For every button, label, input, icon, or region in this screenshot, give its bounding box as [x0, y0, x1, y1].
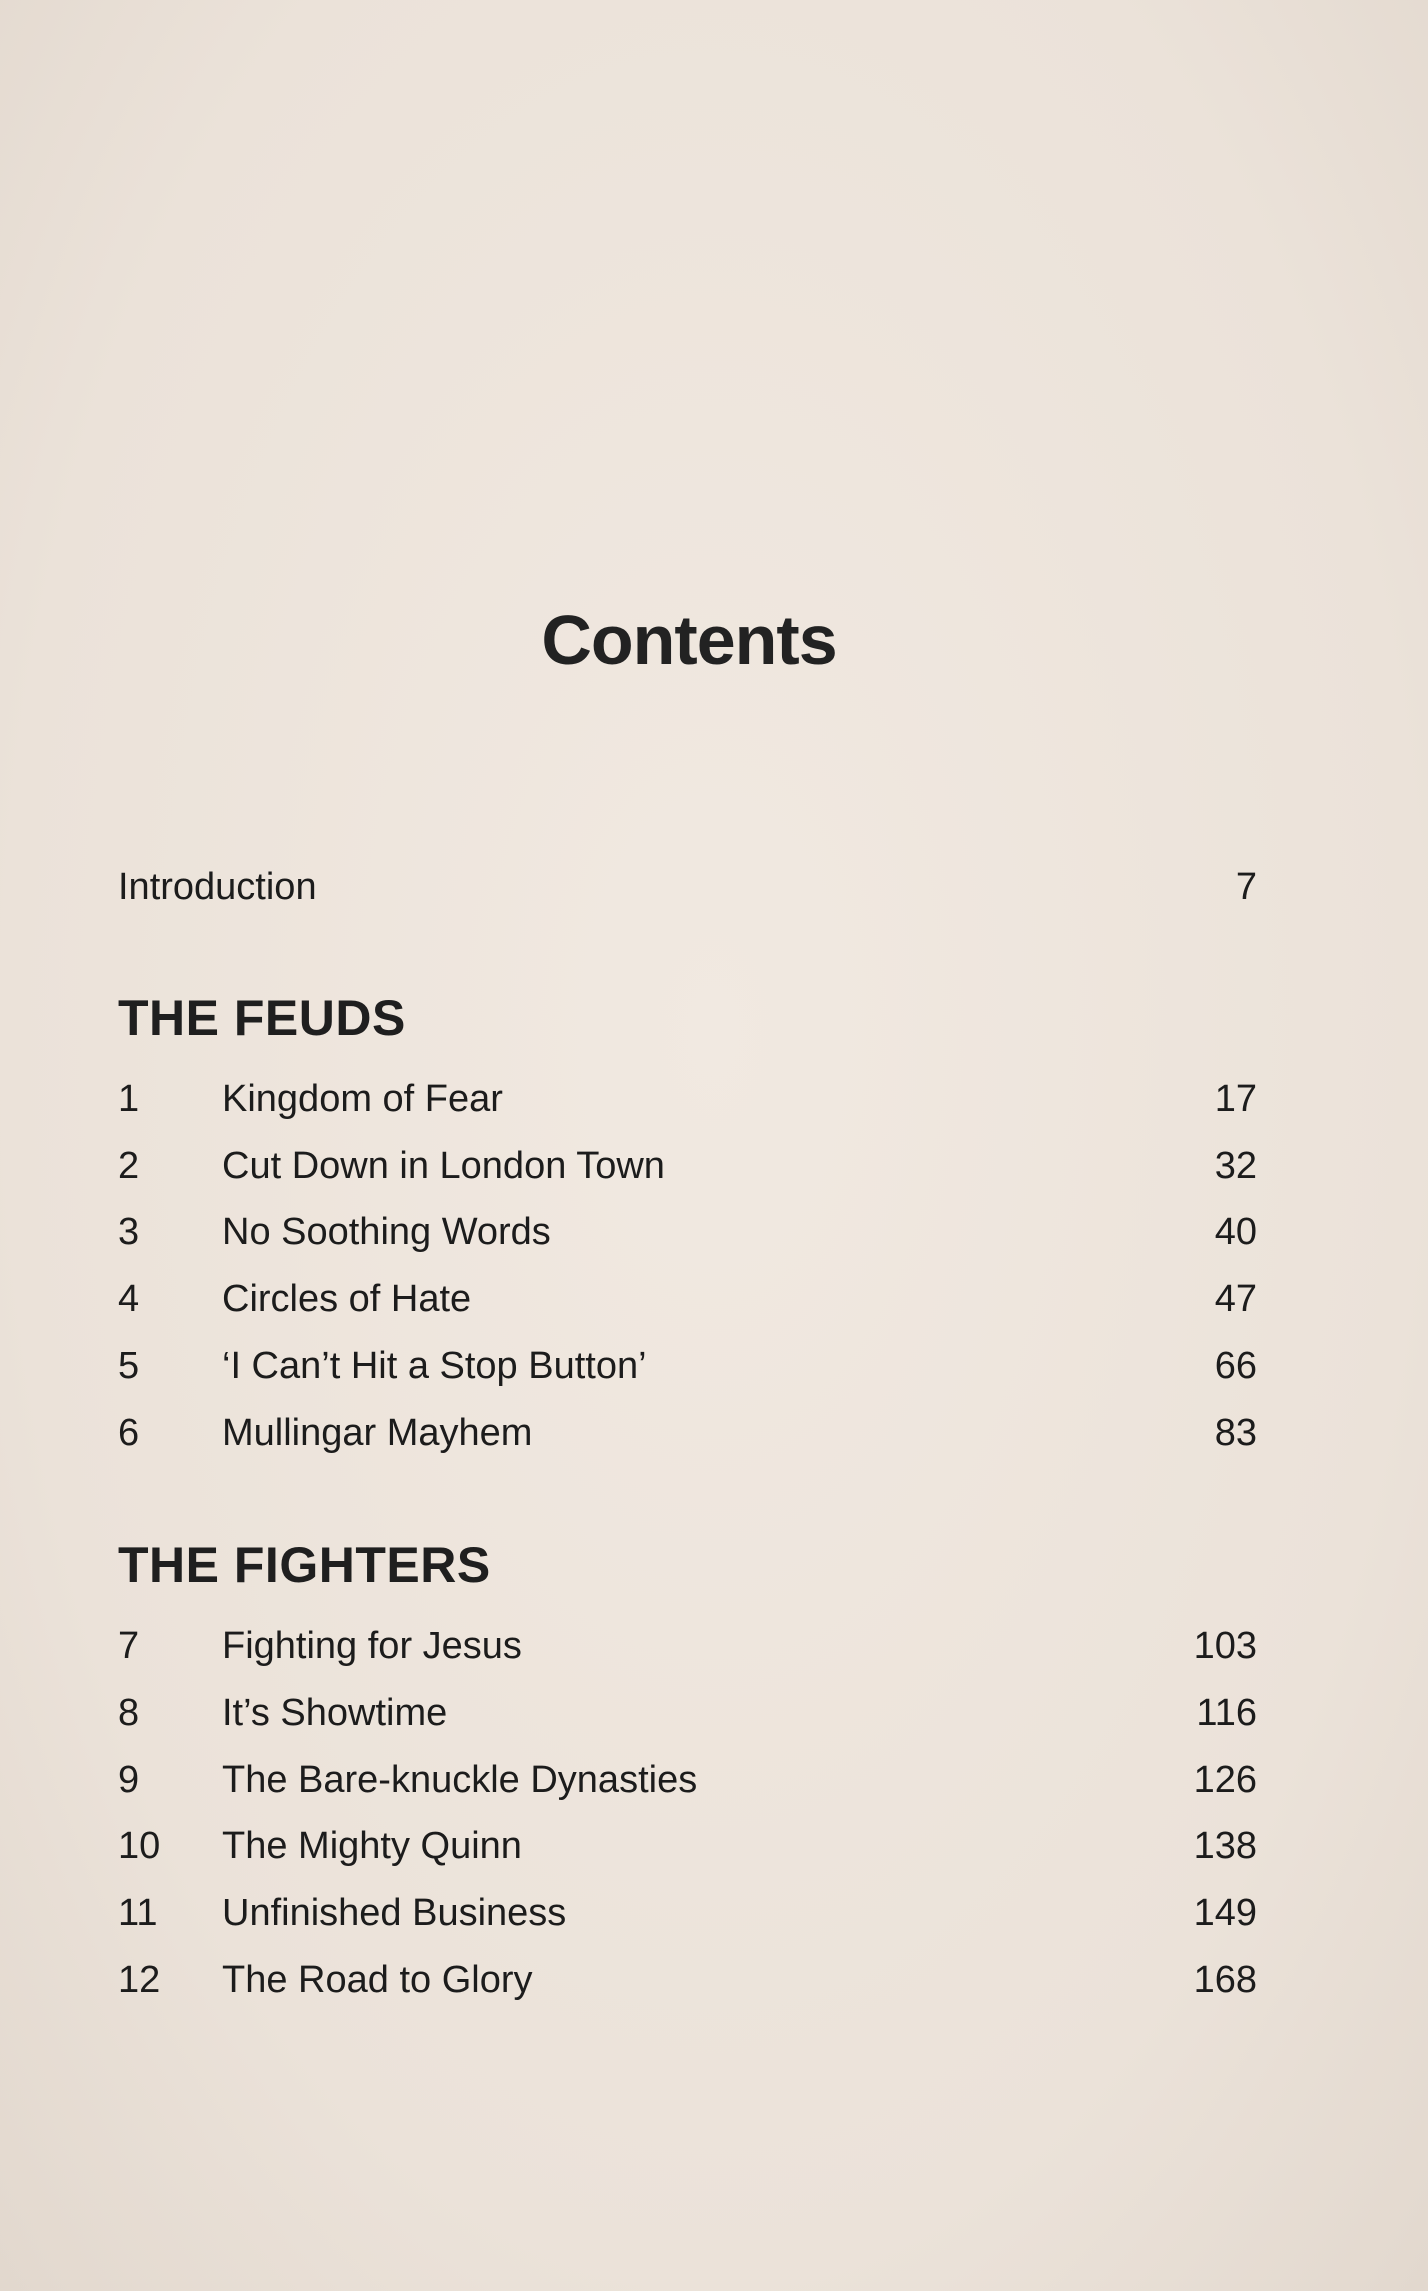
chapter-number: 10: [118, 1825, 161, 1867]
chapter-page: 40: [1214, 1211, 1257, 1253]
chapter-number: 9: [118, 1759, 140, 1801]
chapter-number: 7: [118, 1625, 140, 1667]
chapter-page: 126: [1193, 1759, 1257, 1801]
chapter-title: No Soothing Words: [222, 1211, 551, 1253]
chapter-title: The Road to Glory: [222, 1959, 533, 2001]
chapter-title: Fighting for Jesus: [222, 1625, 522, 1667]
toc-entry[interactable]: [118, 1621, 1257, 1671]
section-heading-fighters: THE FIGHTERS: [118, 1537, 491, 1593]
toc-entry[interactable]: [118, 1888, 1257, 1938]
chapter-page: 149: [1193, 1892, 1257, 1934]
chapter-title: ‘I Can’t Hit a Stop Button’: [222, 1345, 647, 1387]
toc-entry-title: Introduction: [118, 866, 317, 908]
chapter-title: It’s Showtime: [222, 1692, 448, 1734]
chapter-number: 11: [118, 1892, 158, 1934]
chapter-number: 8: [118, 1692, 140, 1734]
toc-entry-page: 7: [1235, 866, 1257, 908]
chapter-number: 3: [118, 1211, 140, 1253]
chapter-page: 116: [1196, 1692, 1257, 1734]
chapter-number: 4: [118, 1278, 140, 1320]
section-heading-feuds: THE FEUDS: [118, 990, 406, 1046]
chapter-number: 1: [118, 1078, 140, 1120]
chapter-title: Unfinished Business: [222, 1892, 567, 1934]
chapter-page: 138: [1193, 1825, 1257, 1867]
chapter-title: Circles of Hate: [222, 1278, 472, 1320]
chapter-title: Kingdom of Fear: [222, 1078, 503, 1120]
chapter-title: Mullingar Mayhem: [222, 1412, 533, 1454]
chapter-title: The Bare-knuckle Dynasties: [222, 1759, 698, 1801]
toc-entry[interactable]: [118, 1274, 1257, 1324]
chapter-page: 47: [1214, 1278, 1257, 1320]
chapter-number: 2: [118, 1145, 140, 1187]
chapter-page: 32: [1214, 1145, 1257, 1187]
toc-entry[interactable]: [118, 1408, 1257, 1458]
chapter-page: 17: [1214, 1078, 1257, 1120]
toc-entry[interactable]: [118, 1074, 1257, 1124]
toc-entry[interactable]: [118, 1207, 1257, 1257]
toc-entry[interactable]: [118, 1141, 1257, 1191]
chapter-number: 12: [118, 1959, 161, 2001]
toc-entry[interactable]: [118, 1955, 1257, 2005]
toc-entry-introduction[interactable]: [118, 862, 1257, 912]
toc-entry[interactable]: [118, 1821, 1257, 1871]
toc-entry[interactable]: [118, 1688, 1257, 1738]
chapter-page: 66: [1214, 1345, 1257, 1387]
chapter-title: Cut Down in London Town: [222, 1145, 665, 1187]
page-title: Contents: [541, 601, 837, 679]
chapter-page: 103: [1193, 1625, 1257, 1667]
chapter-number: 5: [118, 1345, 140, 1387]
chapter-page: 168: [1193, 1959, 1257, 2001]
toc-entry[interactable]: [118, 1755, 1257, 1805]
chapter-title: The Mighty Quinn: [222, 1825, 522, 1867]
chapter-number: 6: [118, 1412, 140, 1454]
chapter-page: 83: [1214, 1412, 1257, 1454]
toc-entry[interactable]: [118, 1341, 1257, 1391]
